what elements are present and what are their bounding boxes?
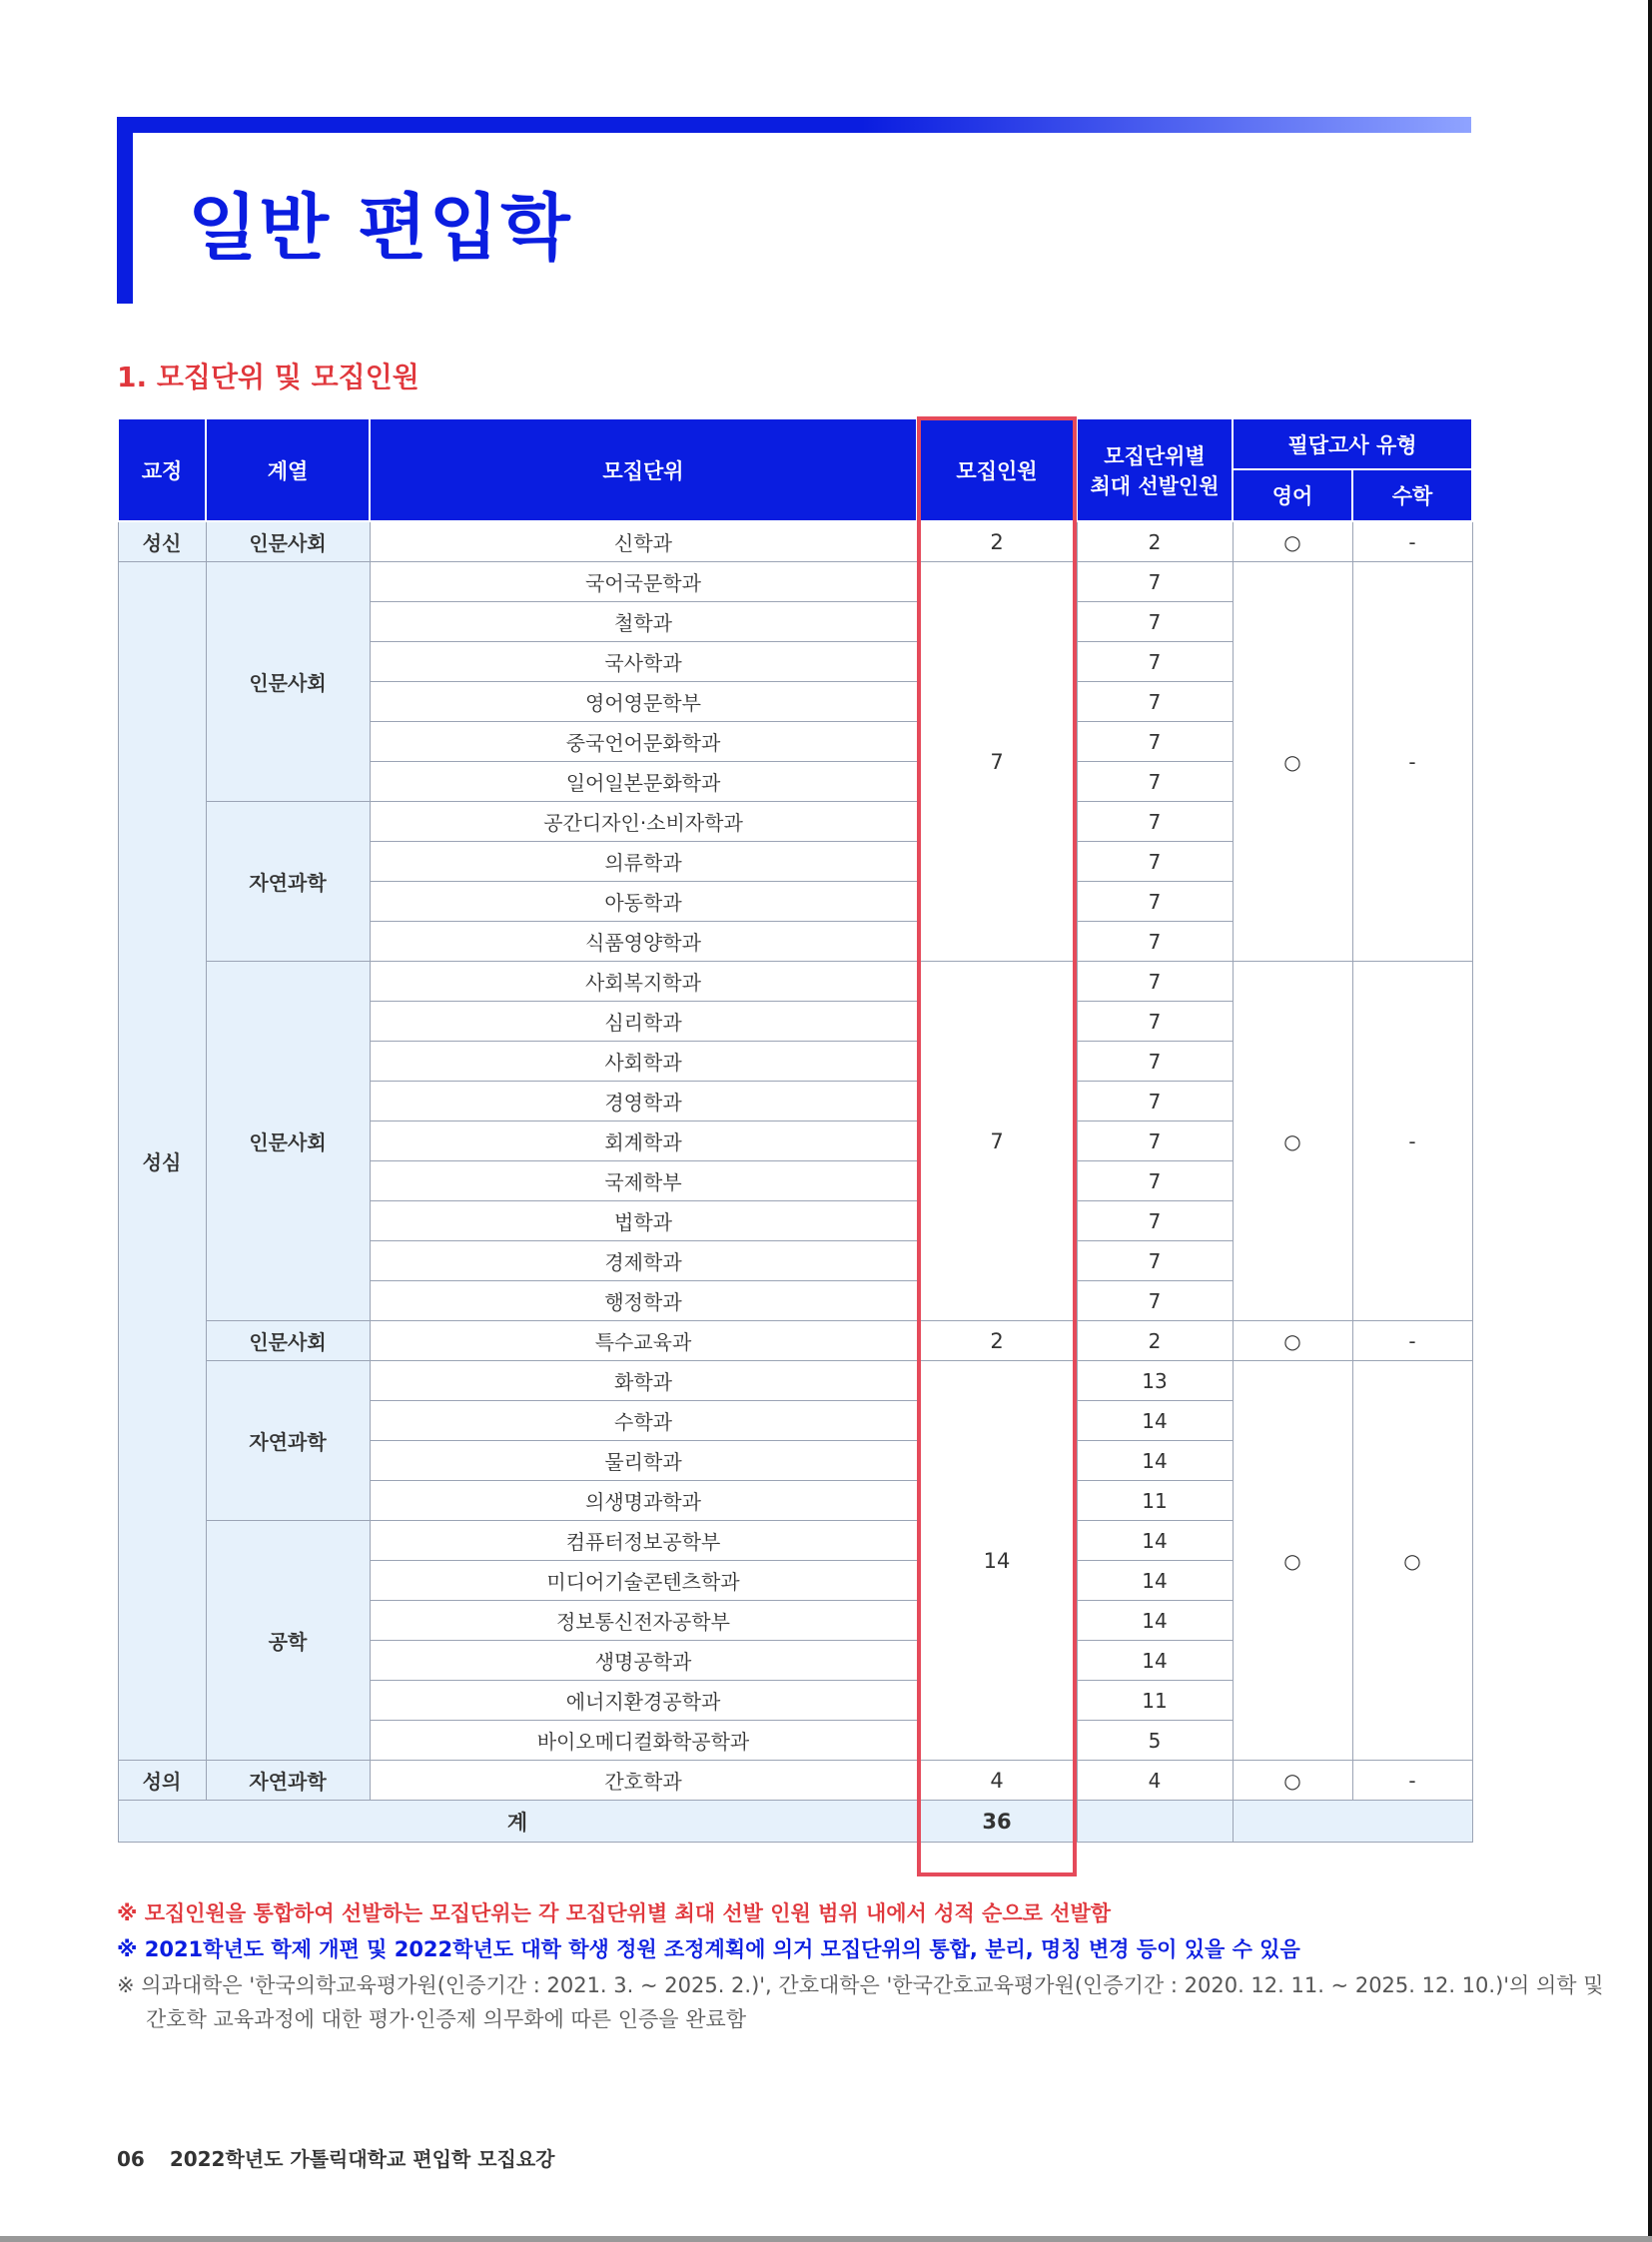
table-row (118, 562, 1472, 602)
field-cell: 공학 (206, 1521, 370, 1761)
header-quota: 모집인원 (917, 418, 1077, 521)
unit-cell: 의류학과 (370, 842, 917, 882)
quota-cell: 4 (917, 1761, 1077, 1801)
page-number: 06 (117, 2147, 145, 2171)
field-cell: 자연과학 (206, 1361, 370, 1521)
english-cell: ○ (1233, 962, 1352, 1321)
campus-cell: 성의 (118, 1761, 206, 1801)
max-select-cell: 7 (1077, 1121, 1233, 1161)
unit-cell: 법학과 (370, 1201, 917, 1241)
max-select-cell: 7 (1077, 1201, 1233, 1241)
page-title: 일반 편입학 (188, 186, 572, 270)
max-select-cell: 7 (1077, 842, 1233, 882)
field-cell: 인문사회 (206, 1321, 370, 1361)
unit-cell: 중국언어문화학과 (370, 722, 917, 762)
max-select-cell: 7 (1077, 962, 1233, 1002)
field-cell: 인문사회 (206, 521, 370, 562)
max-select-cell: 14 (1077, 1561, 1233, 1601)
header-english: 영어 (1233, 469, 1352, 521)
unit-cell: 컴퓨터정보공학부 (370, 1521, 917, 1561)
unit-cell: 화학과 (370, 1361, 917, 1401)
unit-cell: 심리학과 (370, 1002, 917, 1042)
max-select-cell: 13 (1077, 1361, 1233, 1401)
table-row (118, 1321, 1472, 1361)
header-field: 계열 (206, 418, 370, 521)
max-select-cell: 7 (1077, 642, 1233, 682)
english-cell: ○ (1233, 1361, 1352, 1761)
total-empty-cell (1233, 1801, 1472, 1843)
max-select-cell: 14 (1077, 1401, 1233, 1441)
total-row (118, 1801, 1472, 1843)
unit-cell: 에너지환경공학과 (370, 1681, 917, 1721)
footer-text: 2022학년도 가톨릭대학교 편입학 모집요강 (169, 2147, 555, 2171)
total-value: 36 (917, 1801, 1077, 1843)
unit-cell: 아동학과 (370, 882, 917, 922)
unit-cell: 회계학과 (370, 1121, 917, 1161)
max-select-cell: 7 (1077, 1241, 1233, 1281)
unit-cell: 공간디자인·소비자학과 (370, 802, 917, 842)
unit-cell: 일어일본문화학과 (370, 762, 917, 802)
field-cell: 자연과학 (206, 802, 370, 962)
max-select-cell: 7 (1077, 1281, 1233, 1321)
unit-cell: 물리학과 (370, 1441, 917, 1481)
unit-cell: 경영학과 (370, 1082, 917, 1121)
max-select-cell: 2 (1077, 521, 1233, 562)
english-cell: ○ (1233, 1761, 1352, 1801)
unit-cell: 국사학과 (370, 642, 917, 682)
field-cell: 자연과학 (206, 1761, 370, 1801)
unit-cell: 간호학과 (370, 1761, 917, 1801)
unit-cell: 철학과 (370, 602, 917, 642)
max-select-cell: 14 (1077, 1641, 1233, 1681)
max-select-cell: 7 (1077, 1161, 1233, 1201)
english-cell: ○ (1233, 1321, 1352, 1361)
total-empty-cell (1077, 1801, 1233, 1843)
table-row (118, 1361, 1472, 1401)
unit-cell: 특수교육과 (370, 1321, 917, 1361)
unit-cell: 사회학과 (370, 1042, 917, 1082)
english-cell: ○ (1233, 562, 1352, 962)
max-select-cell: 7 (1077, 682, 1233, 722)
max-select-cell: 11 (1077, 1681, 1233, 1721)
note-blue: ※ 2021학년도 학제 개편 및 2022학년도 대학 학생 정원 조정계획에 의거 모집단위의 통합, 분리, 명칭 변경 등이 있을 수 있음 (117, 1937, 1300, 1961)
header-campus: 교정 (118, 418, 206, 521)
header-max-select-line1: 모집단위별 (1104, 443, 1206, 468)
quota-cell: 7 (917, 562, 1077, 962)
header-math: 수학 (1352, 469, 1472, 521)
unit-cell: 정보통신전자공학부 (370, 1601, 917, 1641)
max-select-cell: 11 (1077, 1481, 1233, 1521)
unit-cell: 경제학과 (370, 1241, 917, 1281)
unit-cell: 행정학과 (370, 1281, 917, 1321)
field-cell: 인문사회 (206, 962, 370, 1321)
max-select-cell: 14 (1077, 1601, 1233, 1641)
unit-cell: 국어국문학과 (370, 562, 917, 602)
header-unit: 모집단위 (370, 418, 917, 521)
note-grey-line1: ※ 의과대학은 '한국의학교육평가원(인증기간 : 2021. 3. ~ 2025. 2.)', 간호대학은 '한국간호교육평가원(인증기간 : 2020. 12. 11. ~ 2025. 12. 10.)'의 의학 및 (117, 1973, 1604, 1997)
unit-cell: 수학과 (370, 1401, 917, 1441)
note-red: ※ 모집인원을 통합하여 선발하는 모집단위는 각 모집단위별 최대 선발 인원 범위 내에서 성적 순으로 선발함 (117, 1901, 1112, 1925)
campus-cell: 성신 (118, 521, 206, 562)
max-select-cell: 7 (1077, 562, 1233, 602)
quota-cell: 2 (917, 521, 1077, 562)
max-select-cell: 7 (1077, 722, 1233, 762)
math-cell: - (1352, 562, 1472, 962)
unit-cell: 의생명과학과 (370, 1481, 917, 1521)
page-edge-bottom (0, 2236, 1652, 2242)
max-select-cell: 7 (1077, 922, 1233, 962)
header-accent-bar (117, 117, 1471, 133)
math-cell: - (1352, 1321, 1472, 1361)
header-accent-left (117, 117, 133, 304)
english-cell: ○ (1233, 521, 1352, 562)
field-cell: 인문사회 (206, 562, 370, 802)
unit-cell: 미디어기술콘텐츠학과 (370, 1561, 917, 1601)
table-row (118, 521, 1472, 562)
max-select-cell: 5 (1077, 1721, 1233, 1761)
unit-cell: 신학과 (370, 521, 917, 562)
header-exam-type: 필답고사 유형 (1233, 418, 1472, 469)
max-select-cell: 7 (1077, 1042, 1233, 1082)
quota-cell: 14 (917, 1361, 1077, 1761)
max-select-cell: 7 (1077, 802, 1233, 842)
section-title: 1. 모집단위 및 모집인원 (117, 361, 419, 393)
math-cell: - (1352, 521, 1472, 562)
page-edge (1648, 0, 1652, 2242)
header-max-select-line2: 최대 선발인원 (1090, 473, 1220, 498)
max-select-cell: 14 (1077, 1441, 1233, 1481)
quota-cell: 7 (917, 962, 1077, 1321)
max-select-cell: 14 (1077, 1521, 1233, 1561)
unit-cell: 생명공학과 (370, 1641, 917, 1681)
math-cell: - (1352, 962, 1472, 1321)
unit-cell: 바이오메디컬화학공학과 (370, 1721, 917, 1761)
table-row (118, 962, 1472, 1002)
unit-cell: 영어영문학부 (370, 682, 917, 722)
max-select-cell: 7 (1077, 762, 1233, 802)
footer (117, 2143, 555, 2172)
max-select-cell: 7 (1077, 602, 1233, 642)
max-select-cell: 2 (1077, 1321, 1233, 1361)
header-max-select (1077, 418, 1233, 521)
max-select-cell: 7 (1077, 1082, 1233, 1121)
max-select-cell: 4 (1077, 1761, 1233, 1801)
table-row (118, 1761, 1472, 1801)
unit-cell: 식품영양학과 (370, 922, 917, 962)
total-label: 계 (118, 1801, 917, 1843)
campus-cell: 성심 (118, 562, 206, 1761)
max-select-cell: 7 (1077, 1002, 1233, 1042)
unit-cell: 국제학부 (370, 1161, 917, 1201)
unit-cell: 사회복지학과 (370, 962, 917, 1002)
max-select-cell: 7 (1077, 882, 1233, 922)
recruitment-table (117, 417, 1473, 1843)
math-cell: - (1352, 1761, 1472, 1801)
quota-cell: 2 (917, 1321, 1077, 1361)
note-grey-line2: 간호학 교육과정에 대한 평가·인증제 의무화에 따른 인증을 완료함 (146, 2007, 747, 2031)
math-cell: ○ (1352, 1361, 1472, 1761)
